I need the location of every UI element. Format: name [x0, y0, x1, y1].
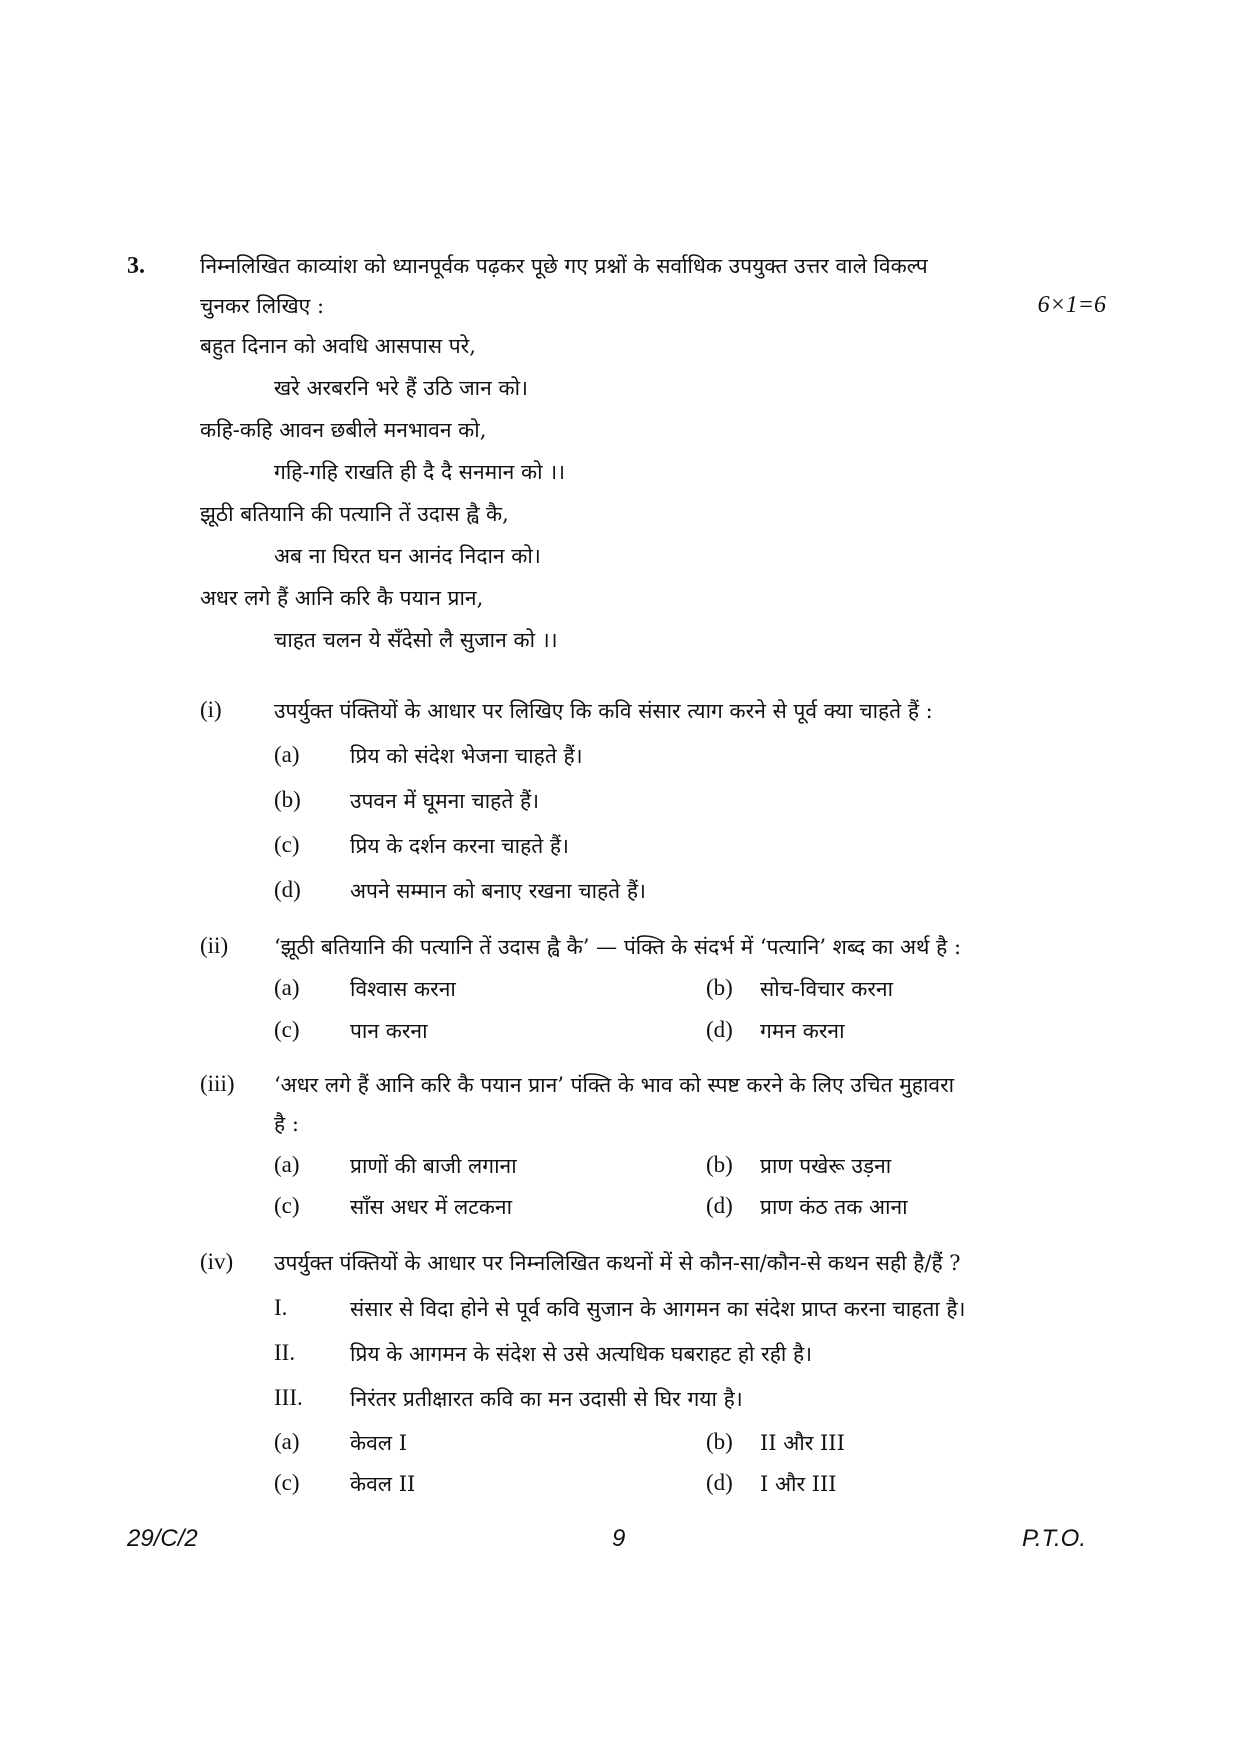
option-text: साँस अधर में लटकना [350, 1195, 513, 1219]
sub-question-label: (ii) [200, 933, 229, 958]
option-text: प्राणों की बाजी लगाना [350, 1154, 517, 1178]
option-label: (c) [274, 832, 300, 857]
statement-label: III. [274, 1385, 303, 1410]
poem-line: झूठी बतियानि की पत्यानि तें उदास ह्वै कै, [200, 502, 509, 526]
option-label: (b) [706, 1152, 733, 1177]
sub-question-label: (iv) [200, 1249, 234, 1274]
option-text: II और III [760, 1431, 845, 1455]
option-text: प्रिय के दर्शन करना चाहते हैं। [350, 834, 569, 858]
statement-text: निरंतर प्रतीक्षारत कवि का मन उदासी से घिर गया है। [350, 1387, 743, 1411]
statement-text: संसार से विदा होने से पूर्व कवि सुजान के आगमन का संदेश प्राप्त करना चाहता है। [350, 1297, 966, 1321]
option-label: (d) [706, 1193, 733, 1218]
poem-line: अब ना घिरत घन आनंद निदान को। [274, 544, 541, 568]
sub-question-text: ‘अधर लगे हैं आनि करि कै पयान प्रान’ पंक्ति के भाव को स्पष्ट करने के लिए उचित मुहावरा [274, 1073, 955, 1097]
option-text: केवल I [350, 1431, 408, 1455]
option-label: (c) [274, 1017, 300, 1042]
poem-line: कहि-कहि आवन छबीले मनभावन को, [200, 418, 487, 442]
option-label: (d) [706, 1017, 733, 1042]
question-number: 3. [127, 253, 145, 279]
please-turn-over: P.T.O. [1021, 1525, 1086, 1552]
question-instruction-continued: चुनकर लिखिए : [200, 294, 325, 318]
option-text: प्राण कंठ तक आना [760, 1195, 908, 1219]
sub-question-text: उपर्युक्त पंक्तियों के आधार पर लिखिए कि कवि संसार त्याग करने से पूर्व क्या चाहते हैं : [274, 699, 933, 723]
option-label: (b) [706, 1429, 733, 1454]
sub-question-text: ‘झूठी बतियानि की पत्यानि तें उदास ह्वै कै’ — पंक्ति के संदर्भ में ‘पत्यानि’ शब्द का अर्थ है : [274, 935, 962, 959]
question-instruction: निम्नलिखित काव्यांश को ध्यानपूर्वक पढ़कर पूछे गए प्रश्नों के सर्वाधिक उपयुक्त उत्तर वाले विकल्प [200, 254, 928, 278]
option-label: (b) [706, 975, 733, 1000]
poem-line: गहि-गहि राखति ही दै दै सनमान को ।। [274, 460, 566, 484]
option-label: (a) [274, 1429, 300, 1454]
sub-question-label: (i) [200, 697, 222, 722]
poem-line: खरे अरबरनि भरे हैं उठि जान को। [274, 376, 528, 400]
option-text: I और III [760, 1472, 837, 1496]
option-label: (c) [274, 1193, 300, 1218]
option-text: गमन करना [760, 1019, 845, 1043]
option-text: पान करना [350, 1019, 428, 1043]
poem-line: चाहत चलन ये सँदेसो लै सुजान को ।। [274, 628, 558, 652]
poem-line: अधर लगे हैं आनि करि कै पयान प्रान, [200, 586, 484, 610]
option-label: (a) [274, 975, 300, 1000]
option-label: (d) [274, 877, 301, 902]
option-text: उपवन में घूमना चाहते हैं। [350, 789, 540, 813]
statement-label: I. [274, 1295, 288, 1320]
statement-text: प्रिय के आगमन के संदेश से उसे अत्यधिक घबराहट हो रही है। [350, 1342, 813, 1366]
marks-allocation: 6×1=6 [1037, 292, 1106, 318]
poem-line: बहुत दिनान को अवधि आसपास परे, [200, 334, 476, 358]
option-text: सोच-विचार करना [760, 977, 894, 1001]
option-label: (a) [274, 742, 300, 767]
paper-code: 29/C/2 [127, 1525, 198, 1552]
sub-question-text-continued: है : [274, 1112, 299, 1136]
page-number: 9 [612, 1525, 626, 1552]
option-label: (c) [274, 1470, 300, 1495]
option-text: प्रिय को संदेश भेजना चाहते हैं। [350, 744, 583, 768]
option-label: (a) [274, 1152, 300, 1177]
sub-question-text: उपर्युक्त पंक्तियों के आधार पर निम्नलिखित कथनों में से कौन-सा/कौन-से कथन सही है/हैं ? [274, 1251, 961, 1275]
option-text: अपने सम्मान को बनाए रखना चाहते हैं। [350, 879, 646, 903]
sub-question-label: (iii) [200, 1071, 235, 1096]
option-label: (d) [706, 1470, 733, 1495]
option-text: प्राण पखेरू उड़ना [760, 1154, 892, 1178]
statement-label: II. [274, 1340, 296, 1365]
option-text: केवल II [350, 1472, 416, 1496]
option-label: (b) [274, 787, 301, 812]
option-text: विश्वास करना [350, 977, 456, 1001]
